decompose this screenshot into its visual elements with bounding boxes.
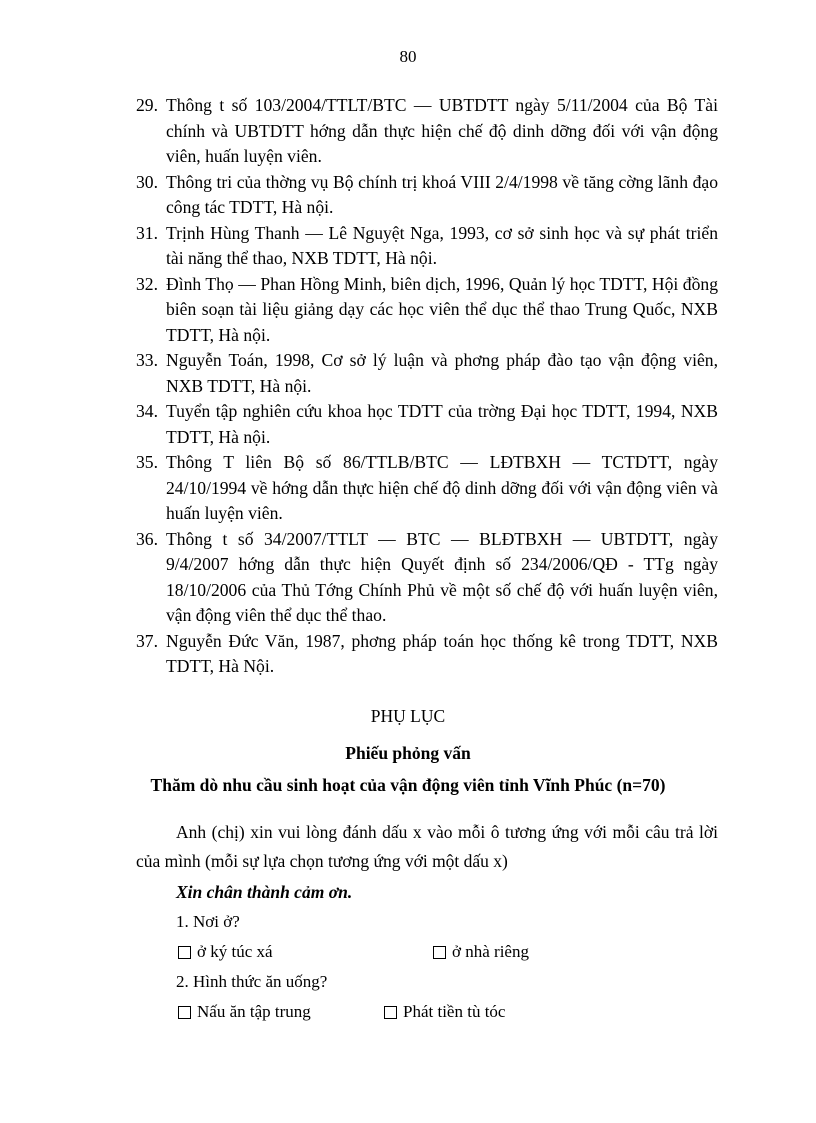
page-number: 80 bbox=[399, 47, 417, 66]
reference-text: Nguyễn Toán, 1998, Cơ sở lý luận và phơng pháp đào tạo vận động viên, NXB TDTT, Hà nội. bbox=[166, 350, 718, 396]
survey-subtitle: Thăm dò nhu cầu sinh hoạt của vận động viên tỉnh Vĩnh Phúc (n=70) bbox=[150, 775, 666, 795]
checkbox-icon[interactable] bbox=[384, 1006, 397, 1019]
thank-you-note: Xin chân thành cảm ơn. bbox=[176, 882, 353, 902]
reference-number: 36. bbox=[136, 528, 158, 549]
reference-number: 29. bbox=[136, 95, 158, 115]
appendix-title: PHỤ LỤC bbox=[370, 706, 446, 726]
question-residence: 1. Nơi ở? bbox=[176, 912, 240, 931]
reference-text: Thông t số 103/2004/TTLT/BTC — UBTDTT ngày 5/11/2004 của Bộ Tài chính và UBTDTT hớng dẫn thực hiện chế độ dinh dỡng đối với vận động viên, huấn luyện viên. bbox=[166, 95, 718, 166]
checkbox-icon[interactable] bbox=[178, 1006, 191, 1019]
reference-item bbox=[136, 527, 718, 629]
checkbox-icon[interactable] bbox=[178, 946, 191, 959]
option-private-house[interactable] bbox=[433, 942, 529, 962]
option-label: Phát tiền tù tóc bbox=[403, 1002, 506, 1021]
survey-title: Phiếu phỏng vấn bbox=[345, 743, 471, 763]
option-centralized-cooking[interactable] bbox=[178, 1002, 311, 1022]
reference-item bbox=[136, 629, 718, 680]
option-label: Nấu ăn tập trung bbox=[197, 1002, 311, 1021]
reference-text: Nguyễn Đức Văn, 1987, phơng pháp toán học thống kê trong TDTT, NXB TDTT, Hà Nội. bbox=[166, 630, 718, 676]
reference-item bbox=[136, 450, 718, 527]
reference-list bbox=[136, 93, 718, 680]
reference-text: Thông tri của thờng vụ Bộ chính trị khoá VIII 2/4/1998 về tăng cờng lãnh đạo công tác TDTT, Hà nội. bbox=[166, 171, 718, 217]
question-meals: 2. Hình thức ăn uống? bbox=[176, 972, 328, 991]
reference-item bbox=[136, 348, 718, 399]
reference-text: Đình Thọ — Phan Hồng Minh, biên dịch, 1996, Quản lý học TDTT, Hội đồng biên soạn tài liệu giảng dạy các học viên thể dục thể thao Trung Quốc, NXB TDTT, Hà nội. bbox=[166, 273, 718, 345]
reference-number: 32. bbox=[136, 273, 158, 294]
reference-text: Thông T liên Bộ số 86/TTLB/BTC — LĐTBXH — TCTDTT, ngày 24/10/1994 về hớng dẫn thực hiện chế độ dinh dỡng đối với vận động viên và huấn luyện viên. bbox=[166, 452, 718, 523]
reference-item bbox=[136, 399, 718, 450]
reference-text: Trịnh Hùng Thanh — Lê Nguyệt Nga, 1993, cơ sở sinh học và sự phát triển tài năng thể thao, NXB TDTT, Hà nội. bbox=[166, 222, 718, 268]
option-label: ở ký túc xá bbox=[197, 942, 273, 961]
reference-item bbox=[136, 93, 718, 170]
reference-text: Thông t số 34/2007/TTLT — BTC — BLĐTBXH — UBTDTT, ngày 9/4/2007 hớng dẫn thực hiện Quyết định số 234/2006/QĐ - TTg ngày 18/10/2006 của Thủ Tớng Chính Phủ về một số chế độ với huấn luyện viên, vận động viên thể dục thể thao. bbox=[166, 528, 718, 625]
reference-item bbox=[136, 272, 718, 349]
reference-number: 34. bbox=[136, 401, 158, 421]
reference-item bbox=[136, 221, 718, 272]
reference-number: 33. bbox=[136, 350, 158, 370]
checkbox-icon[interactable] bbox=[433, 946, 446, 959]
option-dormitory[interactable] bbox=[178, 942, 273, 962]
reference-number: 31. bbox=[136, 222, 158, 243]
option-cash-allowance[interactable] bbox=[384, 1002, 505, 1022]
reference-number: 30. bbox=[136, 171, 158, 192]
survey-instructions: Anh (chị) xin vui lòng đánh dấu x vào mỗi ô tương ứng với mỗi câu trả lời của mình (mỗi sự lựa chọn tương ứng với một dấu x) bbox=[136, 822, 718, 871]
reference-text: Tuyển tập nghiên cứu khoa học TDTT của trờng Đại học TDTT, 1994, NXB TDTT, Hà nội. bbox=[166, 401, 718, 447]
reference-number: 35. bbox=[136, 452, 158, 472]
reference-number: 37. bbox=[136, 630, 158, 651]
option-label: ở nhà riêng bbox=[452, 942, 529, 961]
reference-item bbox=[136, 170, 718, 221]
